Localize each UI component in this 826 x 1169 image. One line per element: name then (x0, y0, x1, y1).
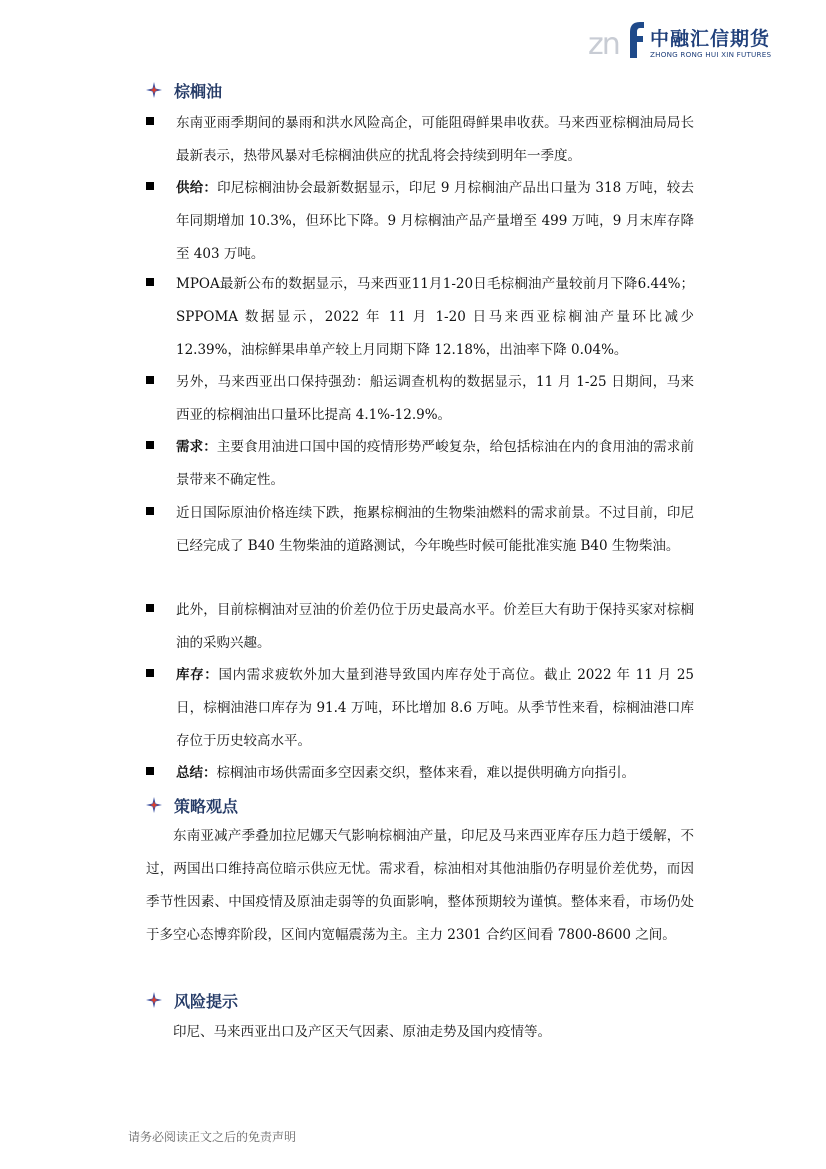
bullet-text: 主要食用油进口国中国的疫情形势严峻复杂，给包括棕油在内的食用油的需求前景带来不确定性。 (176, 439, 694, 488)
bullet-item (146, 366, 694, 432)
strategy-paragraph: 东南亚减产季叠加拉尼娜天气影响棕榈油产量，印尼及马来西亚库存压力趋于缓解，不过，两国出口维持高位暗示供应无忧。需求看，棕油相对其他油脂仍存明显价差优势，而因季节性因素、中国疫情及原油走弱等的负面影响，整体预期较为谨慎。整体来看，市场仍处于多空心态博弈阶段，区间内宽幅震荡为主。主力 2301 合约区间看 7800-8600 之间。 (146, 828, 694, 943)
square-bullet-icon (146, 117, 154, 125)
section-title-text: 棕榈油 (174, 81, 223, 101)
square-bullet-icon (146, 604, 154, 612)
bullet-item (146, 107, 694, 173)
square-bullet-icon (146, 507, 154, 515)
bullet-label: 库存： (176, 667, 219, 683)
square-bullet-icon (146, 441, 154, 449)
bullet-label: 需求： (176, 439, 217, 455)
bullet-text: 国内需求疲软外加大量到港导致国内库存处于高位。截止 2022 年 11 月 25 日，棕榈油港口库存为 91.4 万吨，环比增加 8.6 万吨。从季节性来看，棕榈油港口库存位于历史较高水平。 (176, 667, 695, 749)
square-bullet-icon (146, 278, 154, 286)
bullet-text: 近日国际原油价格连续下跌，拖累棕榈油的生物柴油燃料的需求前景。不过目前，印尼已经完成了 B40 生物柴油的道路测试，今年晚些时候可能批准实施 B40 生物柴油。 (176, 505, 694, 554)
bullet-label: 供给： (176, 180, 218, 196)
square-bullet-icon (146, 767, 154, 775)
square-bullet-icon (146, 182, 154, 190)
bullet-item (146, 497, 694, 563)
bullet-text: 此外，目前棕榈油对豆油的价差仍位于历史最高水平。价差巨大有助于保持买家对棕榈油的采购兴趣。 (176, 602, 694, 651)
section-title-risk (146, 988, 238, 1012)
compass-star-icon (146, 992, 162, 1008)
bullet-item (146, 431, 694, 497)
compass-star-icon (146, 797, 162, 813)
bullet-item (146, 659, 694, 758)
bullet-text: 另外，马来西亚出口保持强劲：船运调查机构的数据显示，11 月 1-25 日期间，马来西亚的棕榈油出口量环比提高 4.1%-12.9%。 (176, 374, 694, 423)
logo-chinese-name: 中融汇信期货 (650, 28, 771, 50)
company-logo (588, 18, 788, 62)
bullet-item (146, 268, 694, 367)
section-title-text: 策略观点 (174, 796, 239, 816)
bullet-label: 总结： (176, 765, 217, 781)
bullet-item (146, 757, 694, 790)
risk-paragraph: 印尼、马来西亚出口及产区天气因素、原油走势及国内疫情等。 (173, 1024, 551, 1040)
square-bullet-icon (146, 376, 154, 384)
compass-star-icon (146, 82, 162, 98)
bullet-item (146, 594, 694, 660)
bullet-text: 棕榈油市场供需面多空因素交织，整体来看，难以提供明确方向指引。 (216, 765, 635, 781)
section-title-text: 风险提示 (174, 991, 239, 1011)
section-title-palm-oil (146, 78, 222, 102)
bullet-item (146, 172, 694, 271)
bullet-text: MPOA最新公布的数据显示，马来西亚11月1-20日毛棕榈油产量较前月下降6.44%；SPPOMA 数据显示，2022 年 11 月 1-20 日马来西亚棕榈油产量环比减少 12.39%，油棕鲜果串单产较上月同期下降 12.18%，出油率下降 0.04%。 (176, 276, 694, 358)
square-bullet-icon (146, 669, 154, 677)
bullet-text: 东南亚雨季期间的暴雨和洪水风险高企，可能阻碍鲜果串收获。马来西亚棕榈油局局长最新表示，热带风暴对毛棕榈油供应的扰乱将会持续到明年一季度。 (176, 115, 694, 164)
section-title-strategy (146, 793, 238, 817)
logo-english-name: ZHONG RONG HUI XIN FUTURES (650, 50, 772, 59)
disclaimer-footer: 请务必阅读正文之后的免责声明 (128, 1130, 297, 1144)
znf-logo-icon (588, 18, 646, 62)
svg-text:zn: zn (588, 27, 619, 62)
bullet-text: 印尼棕榈油协会最新数据显示，印尼 9 月棕榈油产品出口量为 318 万吨，较去年同期增加 10.3%，但环比下降。9 月棕榈油产品产量增至 499 万吨，9 月末库存降至 403 万吨。 (176, 180, 694, 262)
